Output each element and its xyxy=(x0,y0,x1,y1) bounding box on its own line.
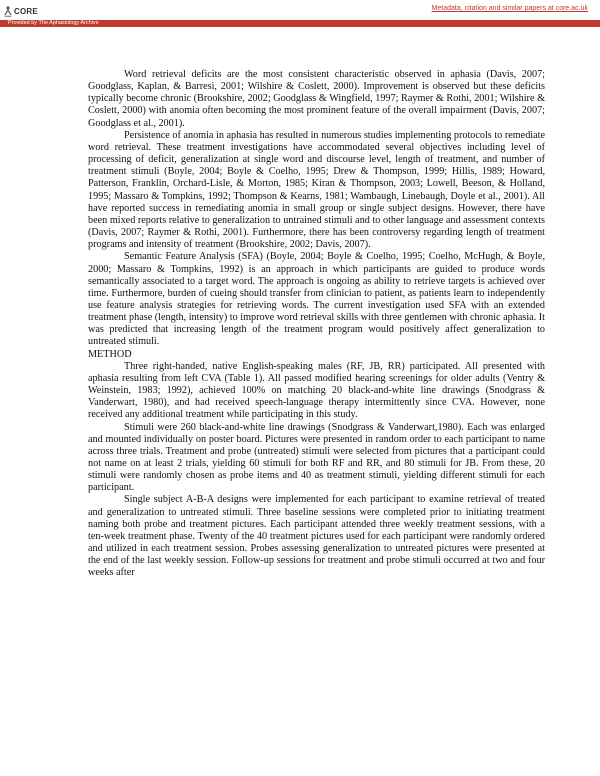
paragraph-participants: Three right-handed, native English-speaking males (RF, JB, RR) participated. All presented with aphasia resulting from left CVA (Table 1). All passed modified hearing screenings for older adults (Ventry & Weinstein, 1983; 1992), achieved 100% on matching 20 black-and-white line drawings (Snodgrass & Vanderwart, 1980), and had received speech-language therapy intermittently since CVA. However, none received any additional treatment while participating in this study. xyxy=(88,360,545,421)
core-logo-text: CORE xyxy=(14,6,38,16)
core-logo-icon xyxy=(4,6,12,17)
paragraph-sfa: Semantic Feature Analysis (SFA) (Boyle, 2004; Boyle & Coelho, 1995; Coelho, McHugh, & Boyle, 2000; Massaro & Tompkins, 1992) is an approach in which participants are guided to produce words semantically associated to a target word. The approach is ongoing as ability to retrieve targets is achieved over time. Furthermore, burden of cueing should transfer from clinician to patient, as patients learn to independently use feature analysis strategies for retrieving words. The current investigation used SFA with an extended treatment phase (length, intensity) to improve word retrieval skills with three gentlemen with chronic aphasia. It was predicted that increasing length of the treatment program would positively affect generalization to untreated stimuli. xyxy=(88,251,545,348)
core-header xyxy=(0,0,600,20)
paragraph-design: Single subject A-B-A designs were implemented for each participant to examine retrieval of treated and generalization to untreated stimuli. Three baseline sessions were completed prior to initiating treatment naming both probe and treatment pictures. Each participant attended three weekly treatment sessions, with a ten-week treatment phase. Twenty of the 40 treatment pictures used for each participant were randomly ordered and utilized in each treatment session. Probes assessing generalization to untreated pictures were presented at the end of the last weekly session. Follow-up sessions for treatment and probe stimuli occurred at two and four weeks after xyxy=(88,494,545,579)
provided-by-text[interactable]: Provided by The Aphasiology Archive xyxy=(8,20,99,26)
provided-by-bar xyxy=(0,20,600,27)
paragraph-stimuli: Stimuli were 260 black-and-white line drawings (Snodgrass & Vanderwart,1980). Each was enlarged and mounted individually on poster board. Pictures were presented in random order to each participant to name across three trials. Treatment and probe (untreated) stimuli were selected from pictures that a participant could not name on at least 2 trials, yielding 60 stimuli for both RF and RR, and 80 stimuli for JB. From these, 20 stimuli were randomly chosen as probe items and 40 as treatment stimuli, yielding different stimuli for each participant. xyxy=(88,421,545,494)
paragraph-anomia-persistence: Persistence of anomia in aphasia has resulted in numerous studies implementing protocols to remediate word retrieval. These treatment investigations have accommodated several objectives including level of processing of deficit, generalization at single word and discourse level, length of treatment, and number of treatment stimuli (Boyle, 2004; Boyle & Coelho, 1995; Drew & Thompson, 1999; Hillis, 1989; Howard, Patterson, Franklin, Orchard-Lisle, & Morton, 1985; Kiran & Thompson, 2003; Lowell, Beeson, & Holland, 1995; Massaro & Tompkins, 1992; Thompson & Kearns, 1981; Wambaugh, Linebaugh, Doyle et al., 2001). All have reported success in remediating anomia in small group or single subject designs. However, there have been mixed reports relative to generalization to untrained stimuli and to other language and assessment contexts (Davis, 2007; Raymer & Rothi, 2001). Furthermore, there has been controversy regarding length of treatment programs and intensity of treatment (Brookshire, 2002; Davis, 2007). xyxy=(88,129,545,251)
core-logo[interactable] xyxy=(4,4,38,18)
paragraph-word-retrieval: Word retrieval deficits are the most consistent characteristic observed in aphasia (Davis, 2007; Goodglass, Kaplan, & Barresi, 2001; Wilshire & Coslett, 2000). Improvement is observed but these deficits typically become chronic (Brookshire, 2002; Goodglass & Wingfield, 1997; Raymer & Rothi, 2001; Wilshire & Coslett, 2000) with anomia often becoming the most prominent feature of the overall impairment (Davis, 2007; Goodglass et al., 2001). xyxy=(88,69,545,129)
metadata-link[interactable]: Metadata, citation and similar papers at core.ac.uk xyxy=(431,5,588,12)
article-body xyxy=(88,69,545,580)
section-heading-method: METHOD xyxy=(88,348,132,360)
